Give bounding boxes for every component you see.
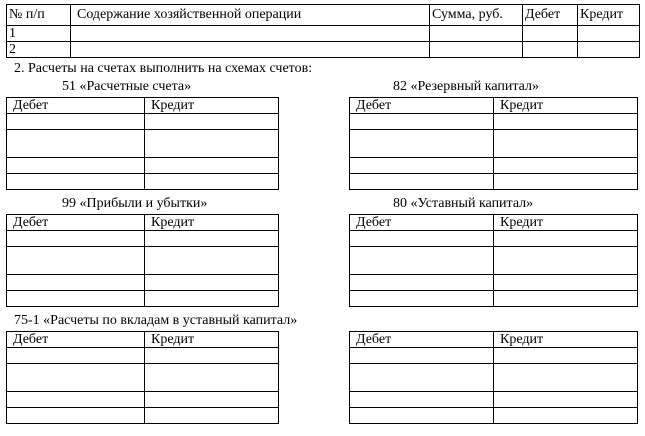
credit-entry[interactable] xyxy=(494,247,638,275)
credit-label: Кредит xyxy=(145,332,279,348)
credit-cell[interactable] xyxy=(578,42,640,58)
credit-entry[interactable] xyxy=(494,392,638,408)
t-account-99 xyxy=(6,214,279,307)
debit-entry[interactable] xyxy=(7,130,145,158)
debit-entry[interactable] xyxy=(7,392,145,408)
debit-label: Дебет xyxy=(350,98,494,114)
credit-total[interactable] xyxy=(145,408,279,424)
amount-cell[interactable] xyxy=(430,26,523,42)
credit-total[interactable] xyxy=(494,291,638,307)
debit-total[interactable] xyxy=(7,291,145,307)
header-debit: Дебет xyxy=(523,5,578,26)
debit-entry[interactable] xyxy=(7,231,145,247)
instruction-text: 2. Расчеты на счетах выполнить на схемах счетов: xyxy=(14,61,313,76)
debit-entry[interactable] xyxy=(350,247,494,275)
credit-entry[interactable] xyxy=(494,114,638,130)
debit-entry[interactable] xyxy=(7,275,145,291)
credit-entry[interactable] xyxy=(494,130,638,158)
account-title-51: 51 «Расчетные счета» xyxy=(62,79,192,94)
credit-label: Кредит xyxy=(145,98,279,114)
debit-total[interactable] xyxy=(7,174,145,190)
table-header-row xyxy=(7,5,640,26)
debit-entry[interactable] xyxy=(7,348,145,364)
debit-cell[interactable] xyxy=(523,26,578,42)
table-row xyxy=(7,26,640,42)
t-account-82 xyxy=(349,97,638,190)
debit-entry[interactable] xyxy=(350,364,494,392)
credit-entry[interactable] xyxy=(145,392,279,408)
credit-entry[interactable] xyxy=(145,231,279,247)
t-account-75-1 xyxy=(6,331,279,424)
credit-entry[interactable] xyxy=(494,364,638,392)
debit-label: Дебет xyxy=(7,98,145,114)
account-title-80: 80 «Уставный капитал» xyxy=(393,196,534,211)
credit-entry[interactable] xyxy=(145,247,279,275)
debit-entry[interactable] xyxy=(7,158,145,174)
credit-entry[interactable] xyxy=(494,158,638,174)
credit-entry[interactable] xyxy=(494,275,638,291)
header-amount: Сумма, руб. xyxy=(430,5,523,26)
debit-label: Дебет xyxy=(350,215,494,231)
debit-total[interactable] xyxy=(350,408,494,424)
credit-entry[interactable] xyxy=(145,158,279,174)
operation-cell[interactable] xyxy=(71,26,430,42)
credit-label: Кредит xyxy=(494,215,638,231)
debit-entry[interactable] xyxy=(350,158,494,174)
credit-label: Кредит xyxy=(145,215,279,231)
table-row xyxy=(7,42,640,58)
credit-cell[interactable] xyxy=(578,26,640,42)
header-operation: Содержание хозяйственной операции xyxy=(71,5,430,26)
amount-cell[interactable] xyxy=(430,42,523,58)
debit-entry[interactable] xyxy=(350,231,494,247)
debit-total[interactable] xyxy=(7,408,145,424)
credit-entry[interactable] xyxy=(145,364,279,392)
debit-entry[interactable] xyxy=(350,130,494,158)
credit-entry[interactable] xyxy=(145,275,279,291)
credit-total[interactable] xyxy=(494,174,638,190)
debit-entry[interactable] xyxy=(7,247,145,275)
credit-label: Кредит xyxy=(494,332,638,348)
credit-entry[interactable] xyxy=(145,130,279,158)
account-title-99: 99 «Прибыли и убытки» xyxy=(62,196,208,211)
credit-entry[interactable] xyxy=(494,348,638,364)
debit-label: Дебет xyxy=(7,215,145,231)
credit-entry[interactable] xyxy=(145,348,279,364)
header-number: № п/п xyxy=(7,5,71,26)
debit-label: Дебет xyxy=(7,332,145,348)
operation-cell[interactable] xyxy=(71,42,430,58)
t-account-untitled xyxy=(349,331,638,424)
debit-entry[interactable] xyxy=(7,364,145,392)
header-credit: Кредит xyxy=(578,5,640,26)
debit-entry[interactable] xyxy=(350,275,494,291)
debit-cell[interactable] xyxy=(523,42,578,58)
t-account-80 xyxy=(349,214,638,307)
debit-entry[interactable] xyxy=(350,348,494,364)
row-number: 1 xyxy=(7,26,71,42)
credit-label: Кредит xyxy=(494,98,638,114)
t-account-51 xyxy=(6,97,279,190)
credit-total[interactable] xyxy=(145,174,279,190)
debit-entry[interactable] xyxy=(350,392,494,408)
credit-total[interactable] xyxy=(145,291,279,307)
debit-total[interactable] xyxy=(350,174,494,190)
debit-entry[interactable] xyxy=(7,114,145,130)
operations-table xyxy=(6,4,640,58)
credit-entry[interactable] xyxy=(494,231,638,247)
debit-total[interactable] xyxy=(350,291,494,307)
credit-total[interactable] xyxy=(494,408,638,424)
account-title-82: 82 «Резервный капитал» xyxy=(393,79,539,94)
row-number: 2 xyxy=(7,42,71,58)
debit-label: Дебет xyxy=(350,332,494,348)
account-title-75-1: 75-1 «Расчеты по вкладам в уставный капитал» xyxy=(14,313,298,328)
debit-entry[interactable] xyxy=(350,114,494,130)
credit-entry[interactable] xyxy=(145,114,279,130)
